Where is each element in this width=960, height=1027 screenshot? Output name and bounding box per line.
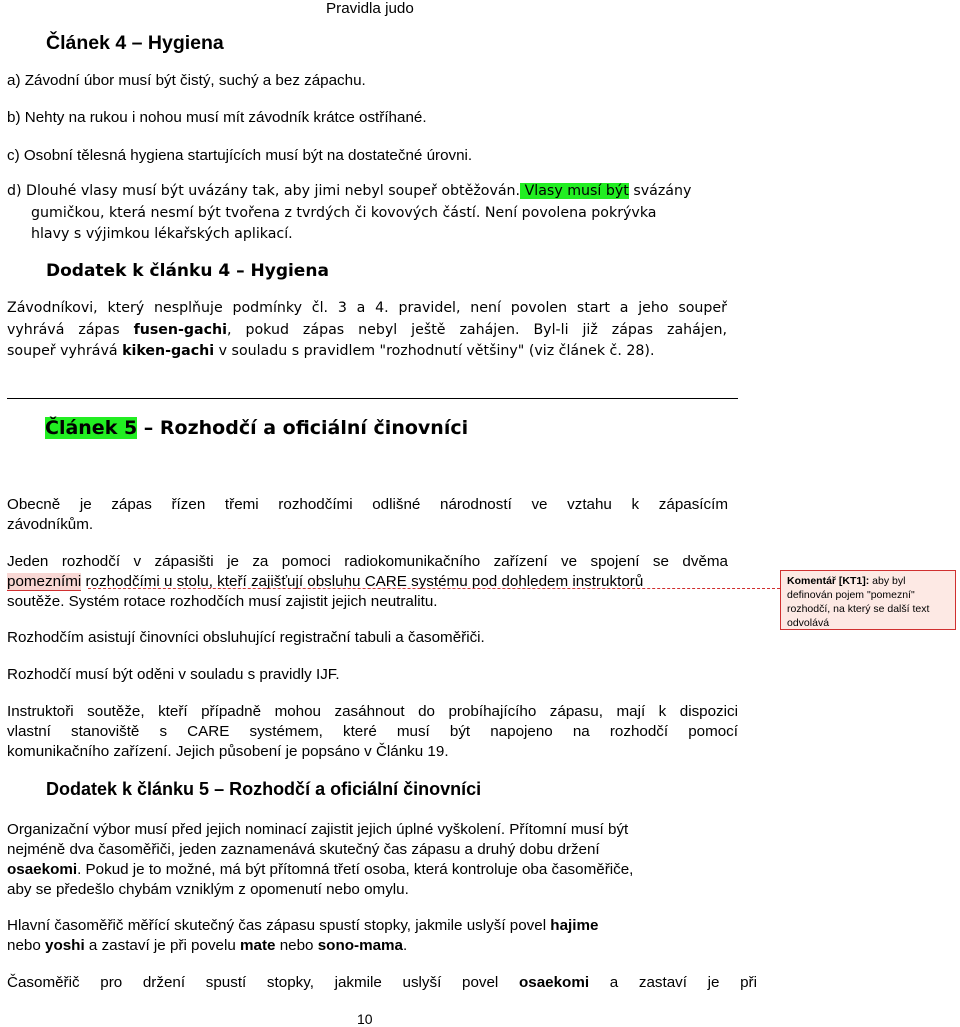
addendum-5-p2-line2: nebo yoshi a zastaví je při povelu mate nebo sono-mama. — [7, 937, 408, 954]
addendum-5-p1-line2: nejméně dva časoměřiči, jeden zaznamenává skutečný čas zápasu a druhý dobu držení — [7, 841, 600, 858]
article-5-p1-line2: závodníkům. — [7, 516, 94, 533]
article-4-item-b: b) Nehty na rukou i nohou musí mít závodník krátce ostříhané. — [7, 109, 427, 126]
fusen-gachi-term: fusen-gachi — [133, 322, 228, 338]
hajime-term: hajime — [550, 917, 599, 934]
pomezni-comment-anchor[interactable]: pomezními — [7, 573, 82, 590]
article-5-p5-line3: komunikačního zařízení. Jejich působení je popsáno v Článku 19. — [7, 743, 449, 760]
addendum-4-line2: vyhrává zápas fusen-gachi, pokud zápas nebyl ještě zahájen. Byl-li již zápas zahájen, — [7, 322, 727, 338]
article-5-p1-line1: Obecně je zápas řízen třemi rozhodčími odlišné národností ve vztahu k zápasícím — [7, 496, 728, 513]
article-5-label: Článek 5 — [45, 417, 138, 439]
addendum-5-p1-line3: osaekomi. Pokud je to možné, má být přítomná třetí osoba, která kontroluje oba časoměřiče, — [7, 861, 634, 878]
kiken-gachi-term: kiken-gachi — [122, 343, 215, 359]
comment-text: aby byl definován pojem "pomezní" rozhodčí, na který se další text odvolává — [787, 575, 930, 629]
comment-label: Komentář [KT1]: — [787, 575, 870, 587]
addendum-5-heading: Dodatek k článku 5 – Rozhodčí a oficiální činovníci — [46, 779, 482, 799]
article-4-heading: Článek 4 – Hygiena — [46, 32, 224, 54]
yoshi-term: yoshi — [45, 937, 85, 954]
running-header: Pravidla judo — [326, 0, 414, 17]
item-d-lead: d) Dlouhé vlasy musí být uvázány tak, aby jimi nebyl soupeř obtěžován. — [7, 183, 521, 199]
item-d-highlight: Vlasy musí být — [520, 183, 629, 199]
article-4-item-d-line3: hlavy s výjimkou lékařských aplikací. — [31, 226, 293, 242]
article-5-title: – Rozhodčí a oficiální činovníci — [137, 417, 469, 439]
article-4-item-d-line1 — [7, 181, 742, 202]
article-4-item-d-line2: gumičkou, která nesmí být tvořena z tvrdých či kovových částí. Není povolena pokrývka — [31, 205, 657, 221]
article-5-p3: Rozhodčím asistují činovníci obsluhující registrační tabuli a časoměřiči. — [7, 629, 485, 646]
review-comment-balloon[interactable] — [780, 570, 956, 630]
article-5-p5-line1: Instruktoři soutěže, kteří případně mohou zasáhnout do probíhajícího zápasu, mají k dispozici — [7, 703, 738, 720]
addendum-5-p1-line1: Organizační výbor musí před jejich nominací zajistit jejich úplné vyškolení. Přítomní musí být — [7, 821, 629, 838]
addendum-4-line3: soupeř vyhrává kiken-gachi v souladu s pravidlem "rozhodnutí většiny" (viz článek č. 28). — [7, 343, 655, 359]
mate-term: mate — [240, 937, 276, 954]
article-5-p2-line2: pomezními rozhodčími u stolu, kteří zajišťují obsluhu CARE systému pod dohledem instruktorů — [7, 573, 644, 590]
page-number: 10 — [357, 1011, 373, 1027]
sono-mama-term: sono-mama — [317, 937, 403, 954]
addendum-4-heading: Dodatek k článku 4 – Hygiena — [46, 261, 329, 281]
article-5-p2-line1: Jeden rozhodčí v zápasišti je za pomoci radiokomunikačního zařízení ve spojení se dvěma — [7, 553, 728, 570]
section-divider — [7, 398, 738, 399]
comment-connector-line — [88, 588, 780, 589]
article-4-item-a: a) Závodní úbor musí být čistý, suchý a bez zápachu. — [7, 72, 366, 89]
article-5-p5-line2: vlastní stanoviště s CARE systémem, které musí být napojeno na rozhodčí pomocí — [7, 723, 738, 740]
osaekomi-term: osaekomi — [7, 861, 78, 878]
article-5-p4: Rozhodčí musí být oděni v souladu s pravidly IJF. — [7, 666, 340, 683]
addendum-5-p1-line4: aby se předešlo chybám vzniklým z opomenutí nebo omylu. — [7, 881, 409, 898]
item-d-rest: svázány — [628, 183, 692, 199]
article-5-p2-line3: soutěže. Systém rotace rozhodčích musí zajistit jejich neutralitu. — [7, 593, 438, 610]
osaekomi-term-2: osaekomi — [518, 974, 590, 991]
addendum-5-p2-line1: Hlavní časoměřič měřící skutečný čas zápasu spustí stopky, jakmile uslyší povel hajime — [7, 917, 599, 934]
addendum-4-line1: Závodníkovi, který nesplňuje podmínky čl. 3 a 4. pravidel, není povolen start a jeho soupeř — [7, 300, 727, 316]
article-4-item-c: c) Osobní tělesná hygiena startujících musí být na dostatečné úrovni. — [7, 147, 473, 164]
article-5-heading — [45, 416, 468, 440]
addendum-5-p3-line1: Časoměřič pro držení spustí stopky, jakmile uslyší povel osaekomi a zastaví je při — [7, 974, 757, 991]
